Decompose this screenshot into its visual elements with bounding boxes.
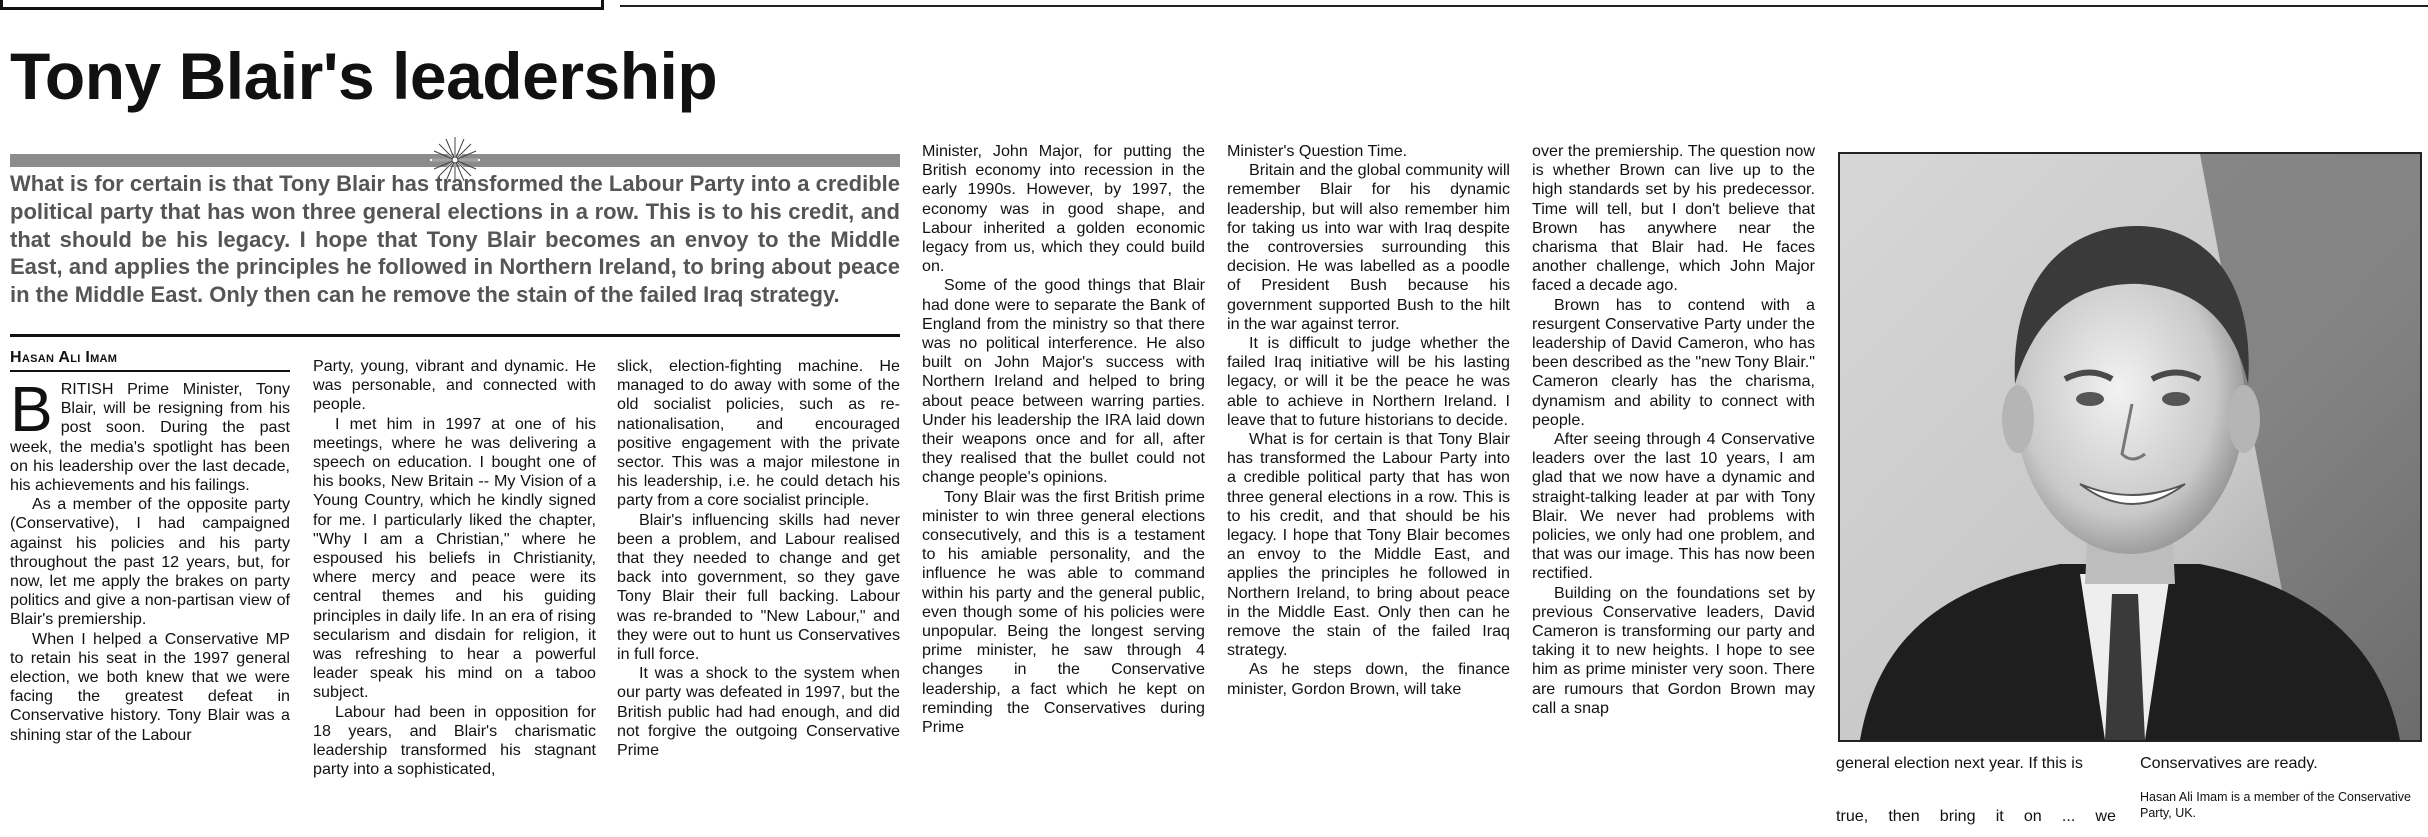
headline: Tony Blair's leadership — [10, 39, 718, 113]
paragraph: slick, election-fighting machine. He managed to do away with some of the old socialist policies, such as re-nationalisation, and encouraged positive engagement with the private sector. This was a major milestone in his leadership, i.e. he could detach his party from a core socialist principle. — [617, 357, 900, 510]
paragraph: Brown has to contend with a resurgent Conservative Party under the leadership of David Cameron, who has been described as the "new Tony Blair." Cameron clearly has the charisma, dynamism and ability to connect with people. — [1532, 295, 1815, 429]
paragraph: Tony Blair was the first British prime minister to win three general elections consecutively, and this is a testament to his amiable personality, and the influence he was able to command within his party and the general public, even though some of his policies were unpopular. Being the longest serving prime minister, he saw through 4 changes in the Conservative leadership, a fact which he kept on reminding the Conservatives during Prime — [922, 487, 1205, 737]
paragraph: As a member of the opposite party (Conservative), I had campaigned against his policies and his party throughout the past 12 years, but, for now, let me apply the brakes on party politics and give a non-partisan view of Blair's premiership. — [10, 495, 290, 629]
paragraph: Minister, John Major, for putting the British economy into recession in the early 1990s. However, by 1997, the economy was in good shape, and Labour inherited a golden economic legacy from us, which they could build on. — [922, 142, 1205, 276]
byline-name: Hasan Ali Imam — [10, 349, 118, 366]
paragraph: Labour had been in opposition for 18 years, and Blair's charismatic leadership transformed his stagnant party into a sophisticated, — [313, 702, 596, 779]
paragraph: When I helped a Conservative MP to retain his seat in the 1997 general election, we both knew that we were facing the greatest defeat in Conservative history. Tony Blair was a shining star of the Labour — [10, 629, 290, 744]
paragraph: It was a shock to the system when our party was defeated in 1997, but the British public had had enough, and did not forgive the outgoing Conservative Prime — [617, 664, 900, 760]
paragraph: I met him in 1997 at one of his meetings, where he was delivering a speech on education. I bought one of his books, New Britain -- My Vision of a Young Country, which he kindly signed for me. I particularly liked the chapter, "Why I am a Christian," where he espoused his beliefs in Christianity, where mercy and peace were its central themes and his guiding principles in daily life. In an era of rising secularism and disdain for religion, it was refreshing to hear a powerful leader speak his mind on a taboo subject. — [313, 414, 596, 702]
article-column-1 — [10, 380, 290, 837]
paragraph: As he steps down, the finance minister, Gordon Brown, will take — [1227, 660, 1510, 698]
article-column-6 — [1532, 142, 1815, 837]
pullquote: What is for certain is that Tony Blair has transformed the Labour Party into a credible political party that has won three general elections in a row. This is to his credit, and that should be his legacy. I hope that Tony Blair becomes an envoy to the Middle East, and applies the principles he followed in Northern Ireland, to bring about peace in the Middle East. Only then can he remove the stain of the failed Iraq strategy. — [10, 171, 900, 308]
paragraph: Minister's Question Time. — [1227, 142, 1408, 160]
continuation-line: general election next year. If this is — [1836, 754, 2083, 772]
article-column-5 — [1227, 142, 1510, 837]
article-column-3 — [617, 357, 900, 837]
paragraph: Building on the foundations set by previous Conservative leaders, David Cameron is transforming our party and taking it to new heights. I hope to see him as prime minister very soon. There are rumours that Gordon Brown may call a snap — [1532, 583, 1815, 717]
paragraph: BRITISH Prime Minister, Tony Blair, will be resigning from his post soon. During the past week, the media's spotlight has been on his leadership over the last decade, his achievements and his failings. — [10, 380, 290, 495]
top-rule — [620, 5, 2428, 7]
paragraph: It is difficult to judge whether the failed Iraq initiative will be his lasting legacy, or will it be the peace he was able to achieve in Northern Ireland. I leave that to future historians to decide. — [1227, 334, 1510, 429]
continuation-line: true, then bring it on ... we — [1836, 807, 2116, 825]
continuation-line: Conservatives are ready. — [2140, 754, 2318, 772]
article-column-4 — [922, 142, 1205, 837]
paragraph: over the premiership. The question now is whether Brown can live up to the high standards set by his predecessor. Time will tell, but I don't believe that Brown has anywhere near the charisma that Blair had. He faces another challenge, which John Major faced a decade ago. — [1532, 142, 1815, 295]
portrait-photo-icon — [1840, 154, 2420, 740]
byline — [10, 349, 117, 367]
paragraph: Britain and the global community will remember Blair for his dynamic leadership, but will also remember him for taking us into war with Iraq despite the controversies surrounding this decision. He was labelled as a poodle of President Bush because his government supported Bush to the hilt in the war against terror. — [1227, 161, 1510, 333]
paragraph: After seeing through 4 Conservative leaders over the last 10 years, I am glad that we now have a dynamic and straight-talking leader at par with Tony Blair. We never had problems with policies, we only had one problem, and that was our image. This has now been rectified. — [1532, 430, 1815, 583]
byline-rule — [10, 370, 290, 372]
pullquote-rule — [10, 334, 900, 337]
paragraph: Some of the good things that Blair had done were to separate the Bank of England from the ministry so that there was no political interference. He also built on John Major's success with Northern Ireland and helped to bring about peace between warring parties. Under his leadership the IRA laid down their weapons once and for all, after they realised that the bullet could not change people's opinions. — [922, 276, 1205, 487]
paragraph: What is for certain is that Tony Blair has transformed the Labour Party into a credible political party that has won three general elections in a row. This is to his credit, and that should be his legacy. I hope that Tony Blair becomes an envoy to the Middle East, and applies the principles he followed in Northern Ireland, to bring about peace in the Middle East. Only then can he remove the stain of the failed Iraq strategy. — [1227, 430, 1510, 660]
article-column-2 — [313, 357, 596, 837]
top-frame-box — [0, 0, 604, 10]
paragraph: Party, young, vibrant and dynamic. He was personable, and connected with people. — [313, 357, 596, 414]
paragraph: Blair's influencing skills had never been a problem, and Labour realised that they needed to change and get back into government, so they gave Tony Blair their full backing. Labour was re-branded to "New Labour," and they were out to hunt us Conservatives in full force. — [617, 510, 900, 664]
author-bio: Hasan Ali Imam is a member of the Conservative Party, UK. — [2140, 790, 2411, 820]
drop-cap: B — [10, 380, 53, 445]
portrait-photo — [1838, 152, 2422, 742]
